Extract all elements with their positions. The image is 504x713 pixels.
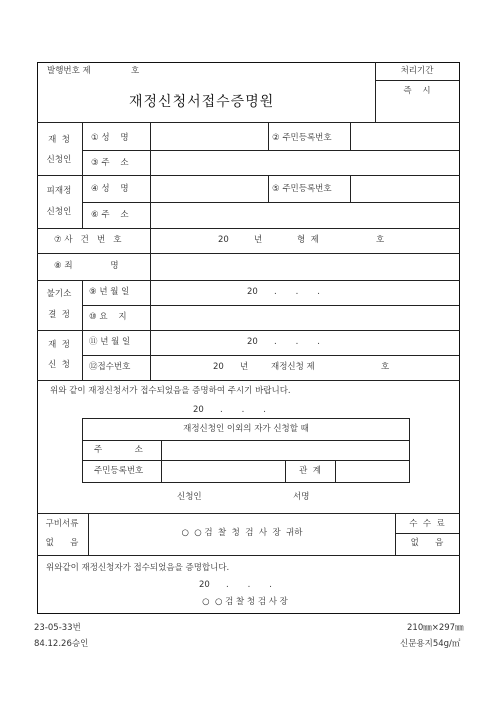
- case-year-unit: 년: [254, 235, 263, 245]
- ruling-date-label: ⑪ 년 월 일: [89, 337, 131, 347]
- document-title: 재정신청서접수증명원: [129, 94, 275, 110]
- applicant-label-line2: 신청인: [46, 155, 72, 165]
- ruling-label-line1: 재 정: [48, 340, 70, 350]
- ruling-date-value: 20 . . .: [247, 337, 320, 347]
- receipt-year: 20: [213, 362, 224, 372]
- certification-statement: 위와 같이 재정신청서가 접수되었음을 증명하여 주시기 바랍니다.: [50, 386, 291, 396]
- non-prosecution-label-line2: 결 정: [48, 310, 70, 320]
- documents-label: 구비서류: [45, 519, 79, 529]
- signature-sign-label: 서명: [293, 492, 310, 502]
- frame-bottom: [37, 613, 460, 614]
- proxy-address-label: 주 소: [94, 445, 143, 455]
- respondent-name-label: ④ 성 명: [91, 184, 129, 194]
- processing-period-value: 즉 시: [403, 86, 431, 96]
- issuance-date: 20 . . .: [199, 580, 272, 590]
- frame-right: [459, 62, 460, 614]
- applicant-label-line1: 재 청: [48, 135, 70, 145]
- frame-left: [37, 62, 38, 614]
- case-year: 20: [218, 235, 229, 245]
- charge-label: ⑧ 죄 명: [54, 261, 119, 271]
- receipt-suffix: 호: [381, 362, 390, 372]
- signature-applicant-label: 신청인: [177, 492, 202, 502]
- applicant-address-label: ③ 주 소: [91, 158, 129, 168]
- frame-top: [37, 62, 460, 63]
- non-prosecution-date-label: ⑨ 년 월 일: [89, 287, 130, 297]
- respondent-address-label: ⑥ 주 소: [91, 210, 129, 220]
- header-bottom-line: [37, 122, 460, 123]
- case-number-label: ⑦ 사 건 번 호: [54, 235, 122, 245]
- issue-number-label: 발행번호 제: [47, 66, 91, 76]
- addressee: ○ ○ 검 찰 청 검 사 장 귀하: [181, 528, 303, 538]
- respondent-label-line2: 신청인: [46, 207, 72, 217]
- non-prosecution-label-line1: 불기소: [46, 289, 72, 299]
- certification-date: 20 . . .: [193, 405, 266, 415]
- form-approval: 84.12.26승인: [34, 639, 89, 649]
- fee-value: 없 음: [410, 538, 444, 548]
- proxy-box-header: 재정신청인 이외의 자가 신청할 때: [183, 424, 309, 434]
- proxy-resident-no-label: 주민등록번호: [94, 466, 144, 476]
- processing-period-label: 처리기간: [400, 66, 434, 76]
- non-prosecution-date-value: 20 . . .: [247, 287, 320, 297]
- case-suffix: 호: [376, 235, 385, 245]
- fee-label: 수 수 료: [409, 519, 445, 529]
- documents-value: 없 음: [45, 538, 79, 548]
- applicant-resident-no-label: ② 주민등록번호: [272, 133, 332, 143]
- receipt-type: 재정신청 제: [271, 362, 315, 372]
- ruling-label-line2: 신 청: [48, 360, 70, 370]
- applicant-name-label: ① 성 명: [91, 133, 129, 143]
- paper-type: 신문용지54g/㎡: [400, 639, 461, 649]
- issue-number-suffix: 호: [131, 66, 140, 76]
- case-type: 형 제: [297, 235, 319, 245]
- respondent-label-line1: 피재정: [46, 186, 72, 196]
- receipt-year-unit: 년: [240, 362, 249, 372]
- respondent-resident-no-label: ⑤ 주민등록번호: [272, 184, 332, 194]
- non-prosecution-summary-label: ⑩ 요 지: [89, 312, 127, 322]
- proxy-relation-label: 관 계: [299, 466, 321, 476]
- receipt-number-label: ⑫접수번호: [89, 362, 131, 372]
- form-number: 23-05-33번: [34, 623, 81, 633]
- issuer: ○ ○ 검 찰 청 검 사 장: [202, 597, 288, 607]
- paper-size: 210㎜×297㎜: [407, 623, 464, 633]
- issuance-statement: 위와같이 재정신청자가 접수되었음을 증명합니다.: [46, 563, 230, 573]
